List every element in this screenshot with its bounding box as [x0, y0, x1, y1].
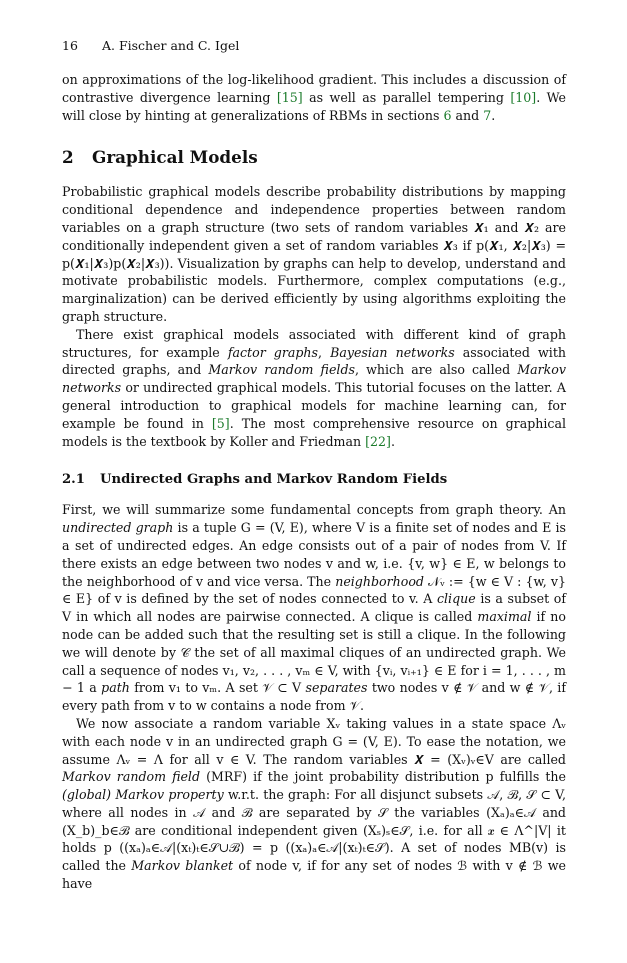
section-heading — [62, 147, 566, 167]
subsection-heading — [62, 472, 566, 487]
section-link[interactable]: 6 — [443, 107, 452, 123]
para-text: We now associate a random variable Xᵥ taking values in a state space Λᵥ with each node v in an undirected graph G = (V, E). To ease the notation, we assume Λᵥ = Λ for all v ∈ V. The random variables 𝑿 = (Xᵥ)ᵥ∈V are called — [62, 715, 566, 767]
para-text: is a tuple G = (V, E), where V is a finite set of nodes and E is a set of undirected edges. An edge consists out of a pair of nodes from V. If there exists an edge between two nodes v and w, i.e. {v, w} ∈ E, w belongs to the neighborhood of v and vice versa. The — [62, 520, 566, 589]
emphasis-term: Markov random field — [62, 769, 201, 785]
section-paragraph-1: Probabilistic graphical models describe probability distributions by mapping conditional dependence and independence properties between random variables on a graph structure (two sets of random variables 𝑿₁ and 𝑿₂ are conditionally independent given a set of random variables 𝑿₃ if p(𝑿₁, 𝑿₂|𝑿₃) = p(𝑿₁|𝑿₃)p(𝑿₂|𝑿₃)). Visualization by graphs can help to develop, understand and motivate probabilistic models. Furthermore, complex computations (e.g., marginalization) can be derived efficiently by using algorithms exploiting the graph structure. — [62, 184, 566, 324]
para-text: two nodes v ∉ 𝒱 and w ∉ 𝒱, if every path from v to w contains a node from 𝒱. — [62, 680, 566, 714]
para-text: of node v, if for any set of nodes ℬ with v ∉ ℬ we have — [62, 858, 566, 892]
para-text: (MRF) if the joint probability distribution p fulfills the — [200, 769, 566, 785]
subsection-number: 2.1 — [62, 472, 85, 488]
para-text: , — [318, 344, 331, 360]
emphasis-term: separates — [305, 680, 368, 696]
para-text: is a subset of V in which all nodes are pairwise connected. A clique is called — [62, 591, 566, 625]
running-header — [62, 38, 566, 53]
para-text: . The most comprehensive resource on graphical models is the textbook by Koller and Friedman — [62, 415, 567, 449]
intro-text: . — [491, 107, 496, 123]
section-link[interactable]: 7 — [483, 107, 492, 123]
para-text: , which are also called — [354, 362, 518, 378]
emphasis-term: Markov blanket — [131, 858, 234, 874]
intro-text: and — [451, 107, 484, 123]
emphasis-term: Markov random fields — [208, 362, 355, 378]
para-text: 𝒩ᵥ := {w ∈ V : {w, v} ∈ E} of v is defined by the set of nodes connected to v. A — [62, 573, 566, 607]
emphasis-term: undirected graph — [62, 520, 174, 536]
section-number: 2 — [62, 147, 74, 168]
para-text: from v₁ to vₘ. A set 𝒱 ⊂ V — [129, 680, 306, 696]
emphasis-term: Bayesian networks — [330, 344, 455, 360]
intro-text: as well as parallel tempering — [302, 89, 511, 105]
emphasis-term: clique — [436, 591, 476, 607]
para-text: or undirected graphical models. This tutorial focuses on the latter. A general introduction to graphical models for machine learning can, for example be found in — [62, 380, 566, 431]
citation-link[interactable]: [5] — [211, 415, 230, 431]
intro-paragraph — [62, 71, 566, 124]
emphasis-term: (global) Markov property — [62, 787, 224, 803]
page-number: 16 — [62, 38, 78, 53]
emphasis-term: neighborhood — [335, 573, 424, 589]
citation-link[interactable]: [22] — [365, 433, 391, 449]
para-text: w.r.t. the graph: For all disjunct subsets 𝒜, ℬ, 𝒮 ⊂ V, where all nodes in 𝒜 and ℬ are separated by 𝒮 the variables (Xₐ)ₐ∈𝒜 and (X_b)_b∈ℬ are conditional independent given (Xₛ)ₛ∈𝒮, i.e. for all 𝒙 ∈ Λ^|V| it holds p ((xₐ)ₐ∈𝒜|(xₜ)ₜ∈𝒮∪ℬ) = p ((xₐ)ₐ∈𝒜|(xₜ)ₜ∈𝒮). A set of nodes MB(v) is called the — [62, 787, 567, 874]
subsection-paragraph-2 — [62, 715, 566, 893]
para-text: if no node can be added such that the resulting set is still a clique. In the following we will denote by 𝒞 the set of all maximal cliques of an undirected graph. We call a sequence of nodes v₁, v₂, . . . , vₘ ∈ V, with {vᵢ, vᵢ₊₁} ∈ E for i = 1, . . . , m − 1 a — [62, 609, 567, 696]
para-text: There exist graphical models associated with different kind of graph structures, for example — [62, 326, 566, 360]
section-paragraph-2 — [62, 326, 566, 451]
para-text: associated with directed graphs, and — [62, 344, 566, 378]
page — [62, 38, 566, 893]
emphasis-term: Markov networks — [62, 362, 566, 396]
intro-text: on approximations of the log-likelihood gradient. This includes a discussion of contrastive divergence learning — [62, 72, 566, 105]
running-header-authors: A. Fischer and C. Igel — [102, 38, 240, 53]
intro-text: . We will close by hinting at generalizations of RBMs in sections — [62, 89, 566, 123]
subsection-title: Undirected Graphs and Markov Random Fields — [100, 472, 448, 488]
emphasis-term: factor graphs — [227, 344, 319, 360]
para-text: First, we will summarize some fundamental concepts from graph theory. An — [62, 502, 566, 518]
citation-link[interactable]: [10] — [510, 89, 537, 105]
subsection-paragraph-1 — [62, 501, 566, 715]
citation-link[interactable]: [15] — [276, 89, 303, 105]
emphasis-term: maximal — [477, 609, 532, 625]
emphasis-term: path — [101, 680, 130, 696]
para-text: . — [390, 433, 395, 449]
section-title: Graphical Models — [92, 147, 258, 168]
